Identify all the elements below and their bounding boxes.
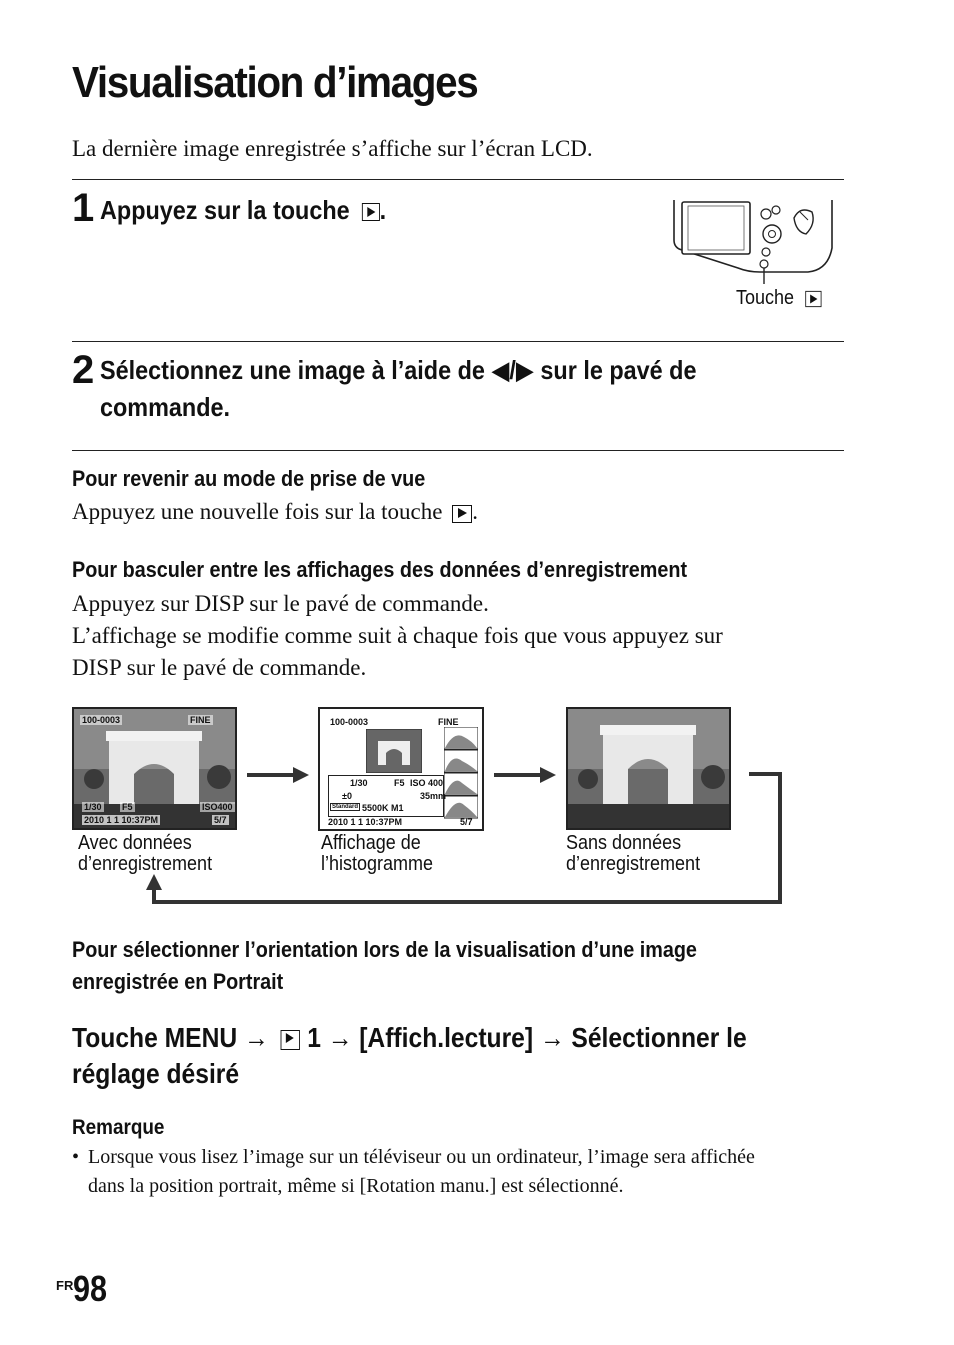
aperture: F5 [394,778,405,788]
section-portrait-heading-1: Pour sélectionner l’orientation lors de la visualisation d’une image [72,937,697,962]
note-heading: Remarque [72,1116,165,1139]
iso-value: ISO400 [202,802,233,812]
quality-label: FINE [190,715,211,725]
section-return-suffix: . [472,499,478,524]
creative-style: Standard [332,804,359,810]
camera-back-illustration [668,198,838,288]
folder-number: 100-0003 [82,715,121,725]
section-disp-line-3: DISP sur le pavé de commande. [72,655,367,680]
shutter-speed: 1/30 [84,802,102,812]
date-time: 2010 1 1 10:37PM [328,817,403,827]
section-disp-heading: Pour basculer entre les affichages des données d’enregistrement [72,557,688,582]
aperture: F5 [122,802,133,812]
callout-label: Touche [736,287,795,309]
caption-line: Affichage de [321,832,421,854]
caption-line: l’histogramme [321,853,434,875]
image-count: 5/7 [214,815,227,825]
image-count: 5/7 [460,817,473,827]
section-portrait-heading-2: enregistrée en Portrait [72,969,284,994]
menu-path-line-2: réglage désiré [72,1058,240,1089]
section-disp-line-2: L’affichage se modifie comme suit à chaque fois que vous appuyez sur [72,623,723,648]
section-return-text [72,496,478,528]
playback-button-callout [736,287,822,310]
intro-text: La dernière image enregistrée s’affiche sur l’écran LCD. [72,136,593,161]
step-1-label: Appuyez sur la touche [100,195,350,225]
exposure-compensation: ±0 [342,791,352,801]
playback-icon [452,505,472,523]
section-return-label: Appuyez une nouvelle fois sur la touche [72,499,443,524]
note-line-2: dans la position portrait, même si [Rotation manu.] est sélectionné. [88,1175,624,1197]
divider [72,450,844,451]
note-bullet: • [72,1146,80,1168]
divider [72,341,844,342]
page-title: Visualisation d’images [72,58,478,107]
caption-without-data [566,833,700,875]
playback-icon [362,203,380,221]
folder-number: 100-0003 [330,717,369,727]
playback-icon [281,1030,300,1050]
iso-value: ISO 400 [410,778,444,788]
step-2-line-2: commande. [100,392,231,422]
step-2-line-1: Sélectionnez une image à l’aide de ◀/▶ sur le pavé de [100,355,697,385]
menu-path-rest: 1 → [Affich.lecture] → Sélectionner le [307,1022,747,1053]
step-1-suffix: . [379,195,387,225]
language-code: FR [56,1278,74,1293]
playback-icon [805,291,821,307]
caption-line: Avec données [78,832,192,854]
caption-with-data [78,833,212,875]
caption-histogram [321,833,433,875]
white-balance: 5500K M1 [362,803,404,813]
step-1-number: 1 [72,186,95,230]
section-disp-line-1: Appuyez sur DISP sur le pavé de commande. [72,591,489,616]
caption-line: d’enregistrement [78,853,213,875]
section-return-heading: Pour revenir au mode de prise de vue [72,466,426,491]
step-1-text [100,192,386,228]
quality-label: FINE [438,717,459,727]
page-number: 98 [73,1268,108,1309]
caption-line: d’enregistrement [566,853,701,875]
caption-line: Sans données [566,832,682,854]
note-line-1: Lorsque vous lisez l’image sur un téléviseur ou un ordinateur, l’image sera affichée [88,1146,755,1168]
step-2-number: 2 [72,348,95,392]
shutter-speed: 1/30 [350,778,368,788]
date-time: 2010 1 1 10:37PM [84,815,159,825]
focal-length: 35mm [420,791,447,801]
thumbnail-photo [366,729,422,773]
menu-path-line-1 [72,1020,747,1056]
menu-path-start: Touche MENU → [72,1022,269,1053]
divider [72,179,844,180]
